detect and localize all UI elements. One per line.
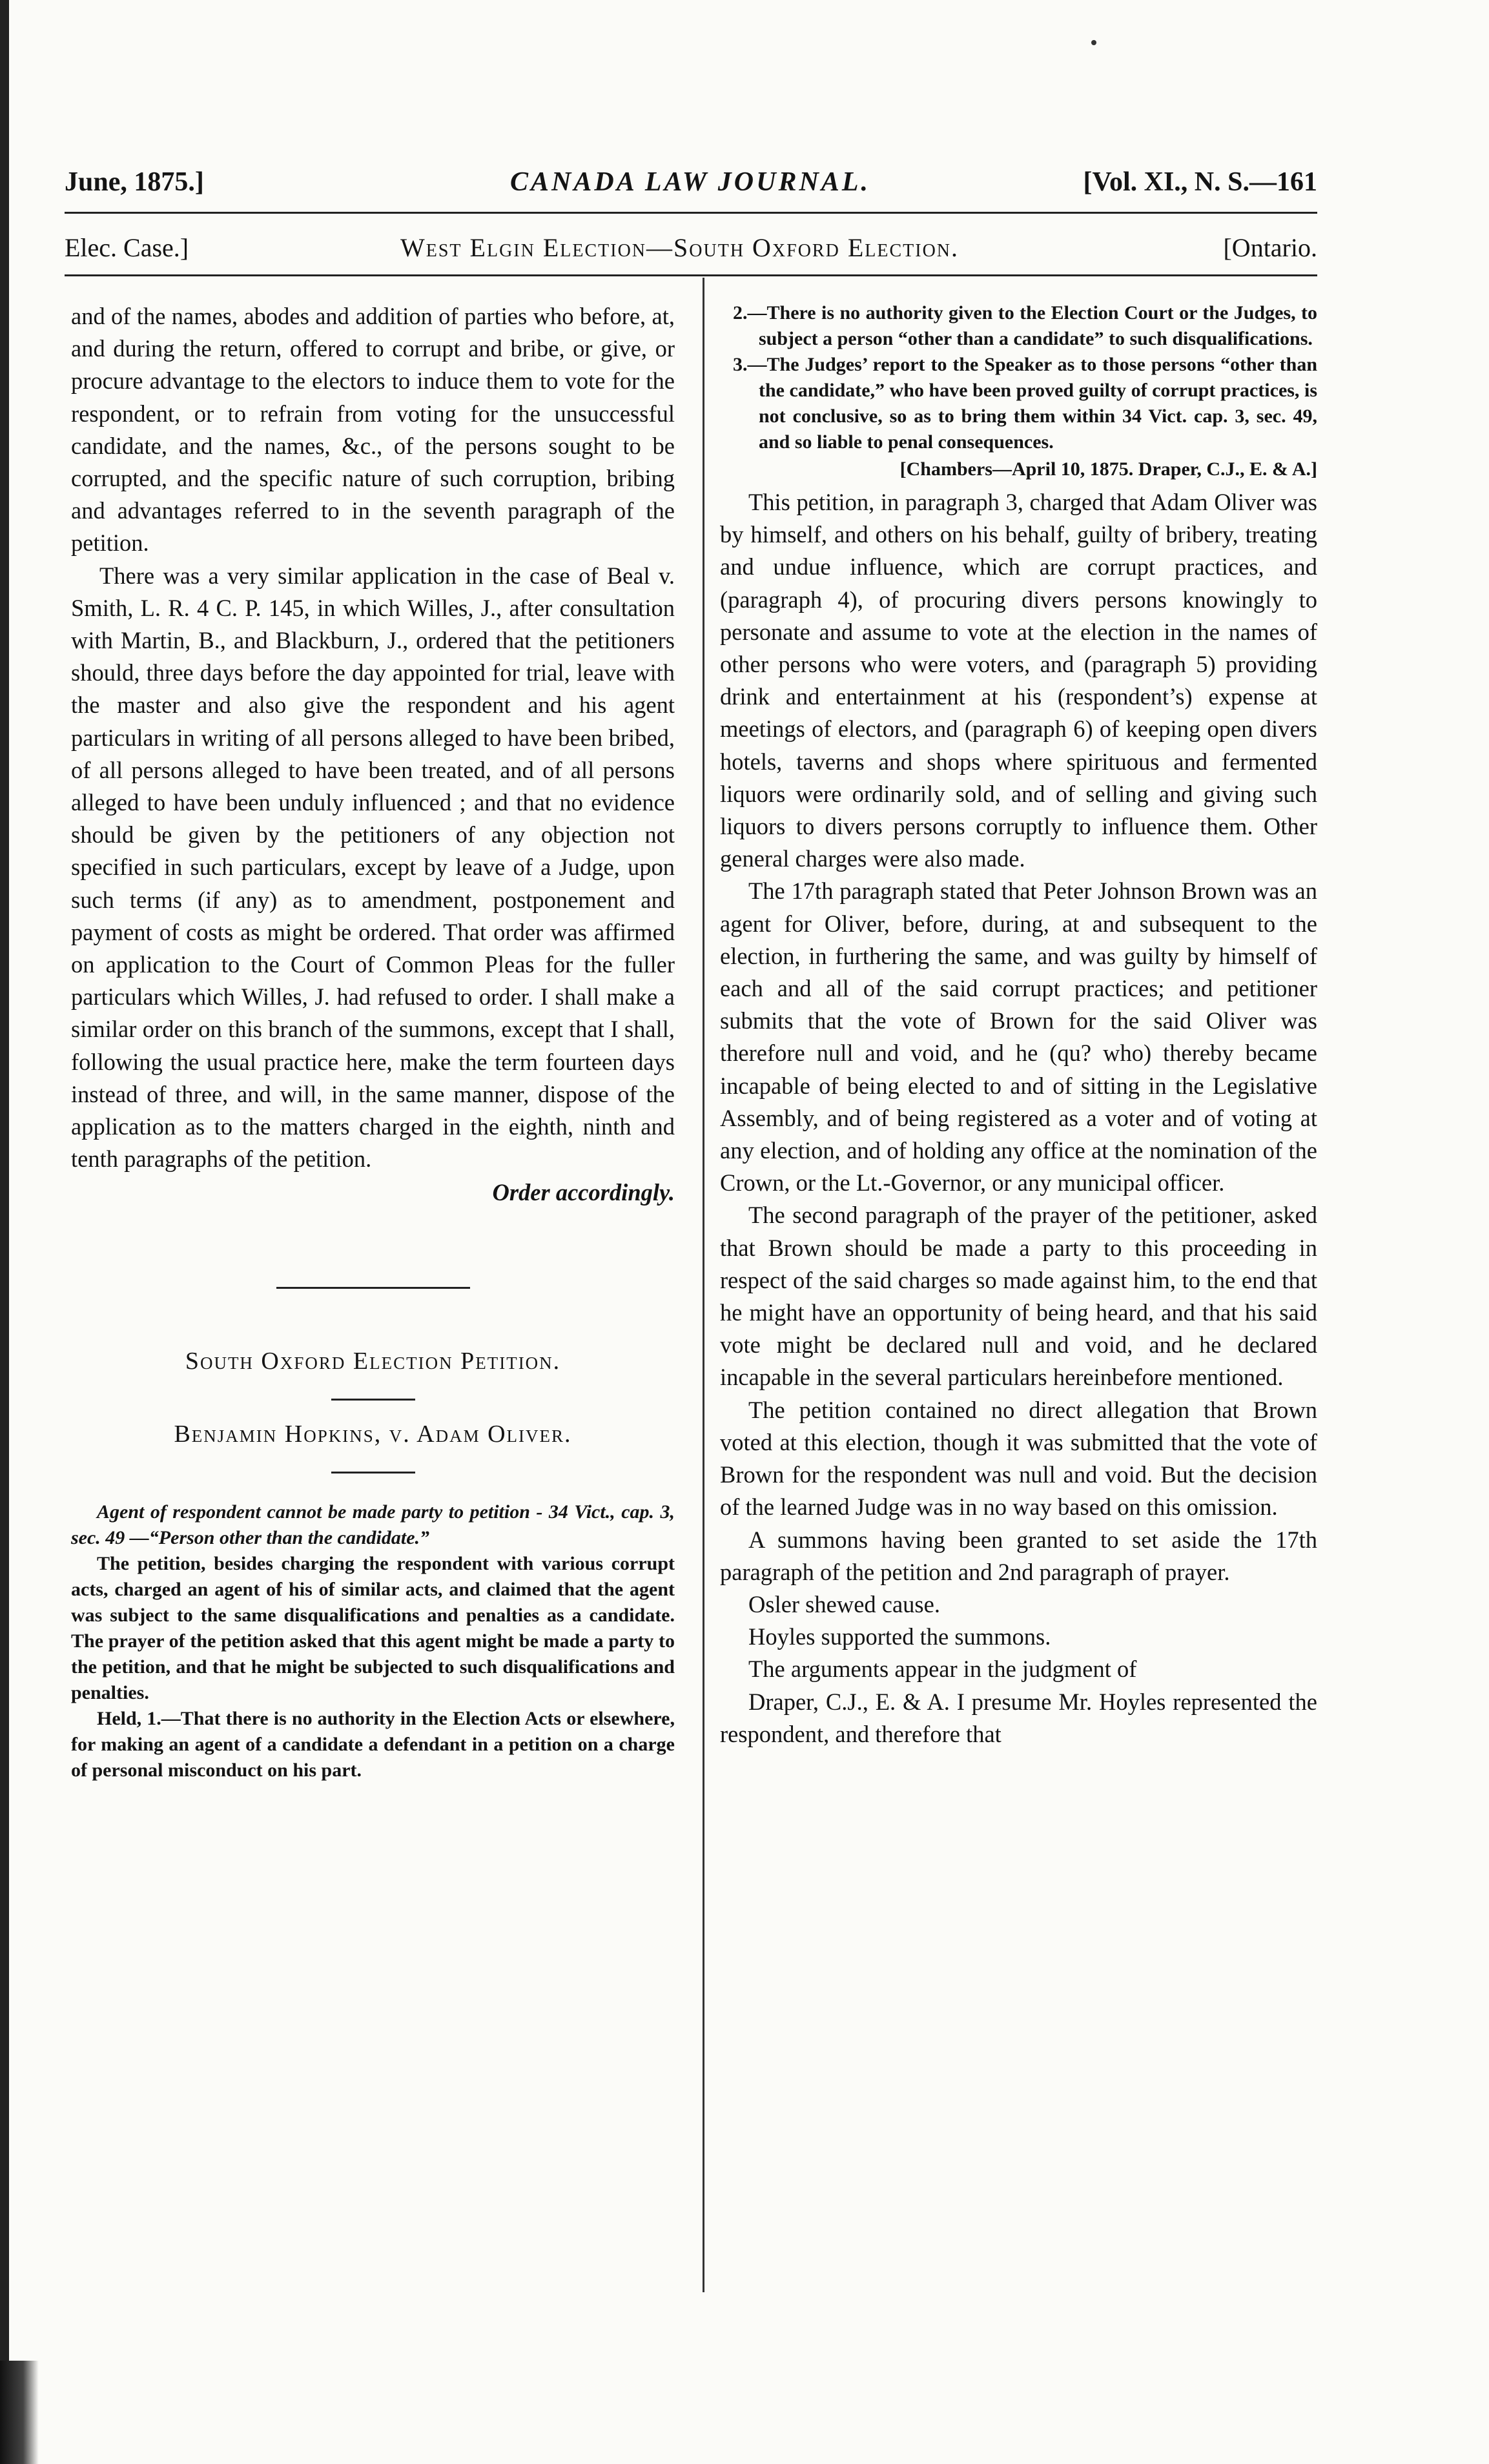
section-rule — [276, 1287, 470, 1289]
left-column — [71, 300, 675, 1783]
paragraph: The arguments appear in the judgment of — [748, 1656, 1137, 1683]
running-head-date: June, 1875.] — [65, 167, 204, 197]
column-divider — [703, 278, 704, 2292]
journal-title: CANADA LAW JOURNAL. — [510, 167, 870, 197]
right-column — [720, 300, 1317, 1750]
case-parties: Benjamin Hopkins, v. Adam Oliver. — [174, 1420, 572, 1448]
parties-rule — [331, 1472, 415, 1473]
case-head — [65, 232, 1317, 271]
volume-page-number: [Vol. XI., N. S.—161 — [1083, 167, 1317, 197]
case-names: West Elgin Election—South Oxford Election. — [400, 233, 960, 262]
paragraph: A summons having been granted to set aside the 17th paragraph of the petition and 2nd paragraph of prayer. — [720, 1526, 1317, 1585]
paragraph: The second paragraph of the prayer of the petitioner, asked that Brown should be made a party to this proceeding in respect of the said charges so made against him, to the end that he might have an opportunity of being heard, and that his said vote might be declared null and void, and he declared incapable in the several particulars hereinbefore mentioned. — [720, 1202, 1317, 1391]
headnote-body: The petition, besides charging the respondent with various corrupt acts, charged an agent of his of similar acts, and claimed that the agent was subject to the same disqualifications and penalties as a candidate. The prayer of the petition asked that this agent might be made a party to the petition, and that he might be subjected to such disqualifications and penalties. — [71, 1552, 675, 1703]
petition-title: South Oxford Election Petition. — [185, 1347, 561, 1375]
case-type: Elec. Case.] — [65, 233, 189, 262]
case-head-rule — [65, 274, 1317, 276]
page-binding-edge — [0, 0, 9, 2464]
page-binding-shadow — [0, 2361, 39, 2464]
paragraph: Hoyles supported the summons. — [748, 1623, 1051, 1650]
paragraph: There was a very similar application in the case of Beal v. Smith, L. R. 4 C. P. 145, in which Willes, J., after consultation with Martin, B., and Blackburn, J., ordered that the petitioners should, three days before the day appointed for trial, leave with the master and also give the respondent and his agent particulars in writing of all persons alleged to have been bribed, of all persons alleged to have been treated, and of all persons alleged to have been unduly influenced ; and that no evidence should be given by the petitioners of any objection not specified in such particulars, except by leave of a Judge, upon such terms (if any) as to amendment, postponement and payment of costs as might be ordered. That order was affirmed on application to the Court of Common Pleas for the fuller particulars which Willes, J. had refused to order. I shall make a similar order on this branch of the summons, except that I shall, following the usual practice here, make the term fourteen days instead of three, and will, in the same manner, dispose of the application as to the matters charged in the eighth, ninth and tenth paragraphs of the petition. — [71, 562, 675, 1173]
holding-3: 3.—The Judges’ report to the Speaker as to those persons “other than the candidate,” who have been proved guilty of corrupt practices, is not conclusive, so as to bring them within 34 Vict. cap. 3, sec. 49, and so liable to penal consequences. — [733, 354, 1317, 453]
holding-2: 2.—There is no authority given to the Election Court or the Judges, to subject a person “other than a candidate” to such disqualifications. — [733, 302, 1317, 349]
holding-1: Held, 1.—That there is no authority in the Election Acts or elsewhere, for making an agent of a candidate a defendant in a petition on a charge of personal misconduct on his part. — [71, 1707, 675, 1781]
ink-speck — [1091, 40, 1096, 45]
court-citation: [Chambers—April 10, 1875. Draper, C.J., E. & A.] — [899, 458, 1317, 480]
jurisdiction: [Ontario. — [1223, 233, 1317, 262]
title-rule — [331, 1399, 415, 1401]
running-head — [65, 167, 1317, 212]
paragraph: and of the names, abodes and addition of parties who before, at, and during the return, offered to corrupt and bribe, or give, or procure advantage to the electors to induce them to vote for the respondent, or to refrain from voting for the unsuccessful candidate, and the names, &c., of the persons sought to be corrupted, and the specific nature of such corruption, bribing and advantages referred to in the seventh paragraph of the petition. — [71, 303, 675, 557]
paragraph: Draper, C.J., E. & A. I presume Mr. Hoyles represented the respondent, and therefore that — [720, 1688, 1317, 1747]
headnote-summary: Agent of respondent cannot be made party to petition - 34 Vict., cap. 3, sec. 49 —“Person other than the candidate.” — [71, 1501, 675, 1548]
paragraph: Osler shewed cause. — [748, 1590, 940, 1617]
header-rule — [65, 212, 1317, 214]
order-line: Order accordingly. — [492, 1179, 675, 1206]
paragraph: The 17th paragraph stated that Peter Johnson Brown was an agent for Oliver, before, during, at and subsequent to the election, in furthering the same, and was guilty by himself of each and all of the said corrupt practices; and petitioner submits that the vote of Brown for the said Oliver was therefore null and void, and he (qu? who) thereby became incapable of being elected to and of sitting in the Legislative Assembly, and of being registered as a voter and of voting at any election, and of holding any office at the nomination of the Crown, or the Lt.-Governor, or any municipal officer. — [720, 878, 1317, 1196]
paragraph: The petition contained no direct allegation that Brown voted at this election, though it was submitted that the vote of Brown for the respondent was null and void. But the decision of the learned Judge was in no way based on this omission. — [720, 1396, 1317, 1521]
paragraph: This petition, in paragraph 3, charged that Adam Oliver was by himself, and others on his behalf, guilty of bribery, treating and undue influence, which are corrupt practices, and (paragraph 4), of procuring divers persons knowingly to personate and assume to vote at the election in the names of other persons who were voters, and (paragraph 5) providing drink and entertainment at his (respondent’s) expense at meetings of electors, and (paragraph 6) of keeping open divers hotels, taverns and shops where spirituous and fermented liquors were ordinarily sold, and of selling and giving such liquors to divers persons corruptly to influence them. Other general charges were also made. — [720, 489, 1317, 872]
